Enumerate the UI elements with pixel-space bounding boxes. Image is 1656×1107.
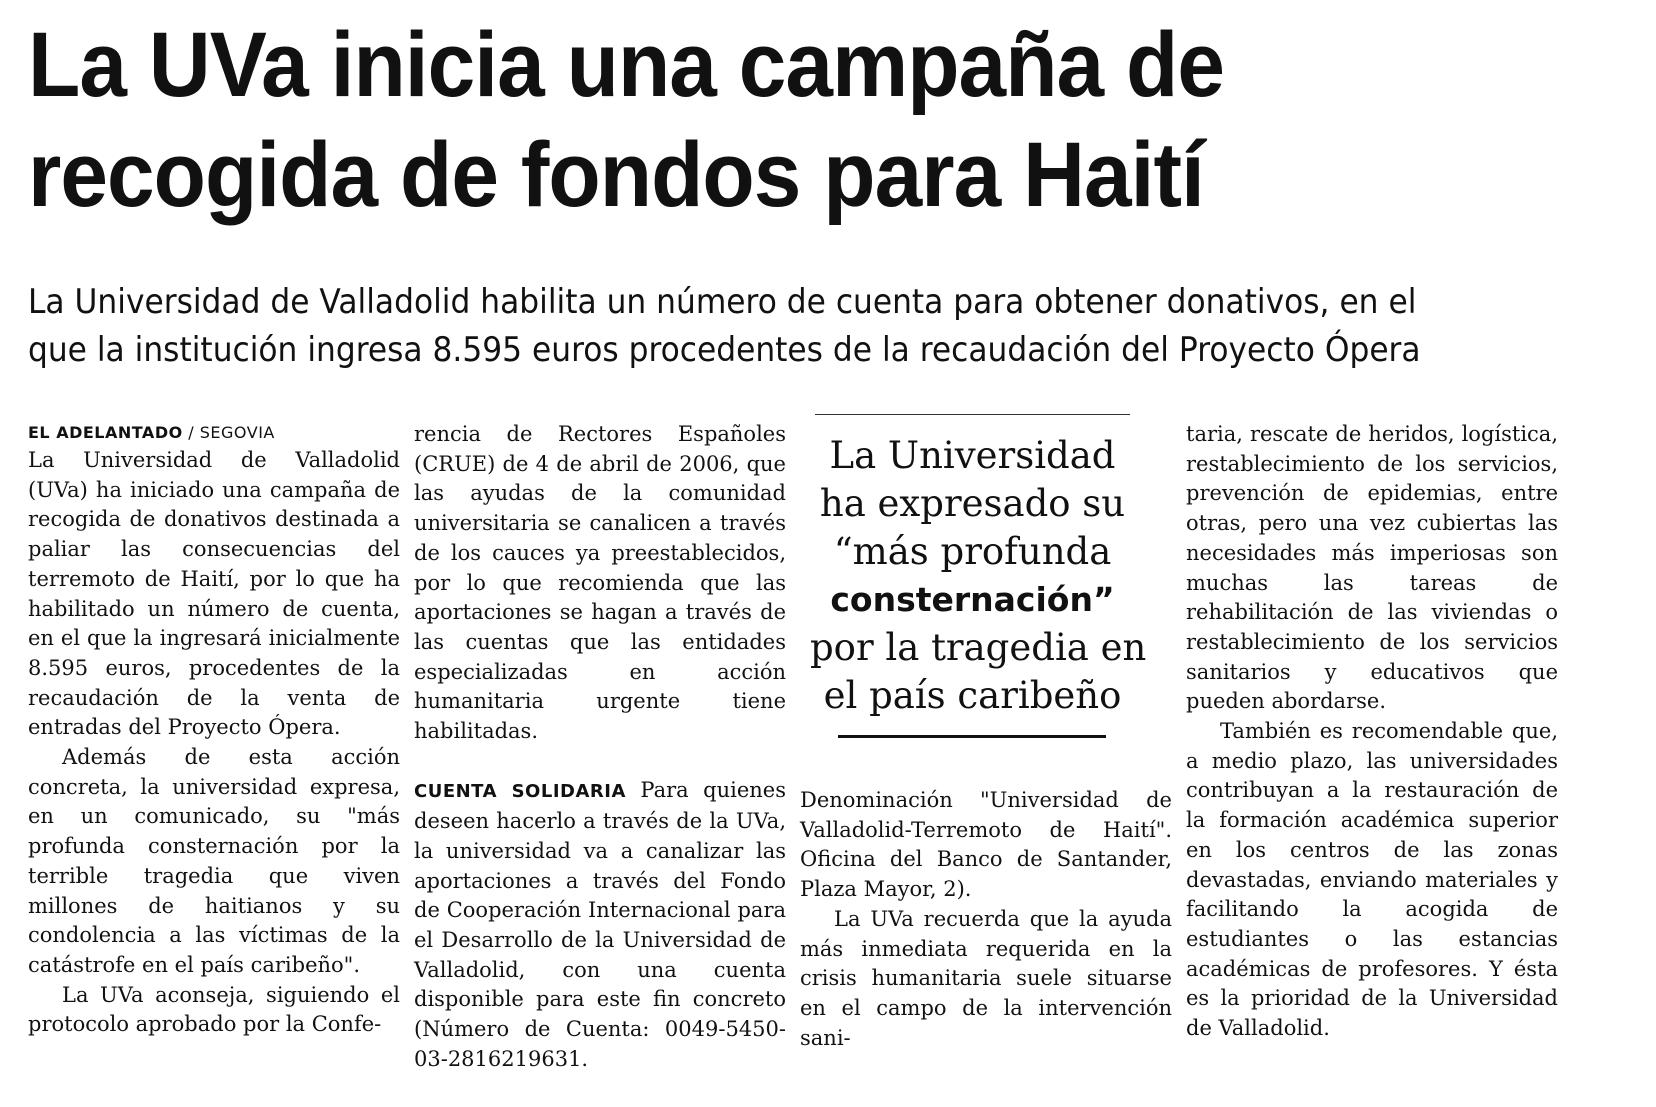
body-paragraph: También es recomendable que, a medio plazo, las universidades contribuyan a la restauración de la formación académica superior en los centros de las zonas devastadas, enviando materiales y facilitando la acogida de estudiantes o las estancias académicas de profesores. Y ésta es la prioridad de la Universidad de Valladolid. — [1186, 719, 1558, 1041]
pull-quote-line: La Universidad — [829, 434, 1116, 477]
column-2 — [414, 420, 786, 1074]
pull-quote-bottom-rule — [838, 735, 1106, 738]
body-paragraph: La UVa recuerda que la ayuda más inmediata requerida en la crisis humanitaria suele situarse en el campo de la intervención sani- — [800, 906, 1172, 1050]
pull-quote-line: el país caribeño — [823, 674, 1122, 717]
body-text: Para quienes deseen hacerlo a través de la UVa, la universidad va a canalizar las aportaciones a través del Fondo de Cooperación Internacional para el Desarrollo de la Universidad de Valladolid, con una cuenta disponible para este fin concreto (Número de Cuenta: 0049-5450-03-2816219631. — [414, 778, 786, 1071]
byline-source: EL ADELANTADO — [28, 423, 183, 442]
body-paragraph: La Universidad de Valladolid (UVa) ha iniciado una campaña de recogida de donativos destinada a paliar las consecuencias del terremoto de Haití, por lo que ha habilitado un número de cuenta, en el que la ingresará inicialmente 8.595 euros, procedentes de la recaudación de la venta de entradas del Proyecto Ópera. — [28, 448, 400, 740]
pull-quote-line: ha expresado su — [819, 482, 1126, 525]
body-paragraph: taria, rescate de heridos, logística, restablecimiento de los servicios, prevención de epidemias, entre otras, pero una vez cubiertas las necesidades más imperiosas son muchas las tareas de rehabilitación de las viviendas o restablecimiento de los servicios sanitarios y educativos que pueden abordarse. — [1186, 422, 1558, 714]
headline — [28, 10, 1497, 230]
subheadline-line: La Universidad de Valladolid habilita un número de cuenta para obtener donativos, en el — [28, 282, 1417, 322]
headline-line: La UVa inicia una campaña de — [28, 14, 1225, 116]
byline-separator: / — [182, 423, 200, 442]
section-lead-in: CUENTA SOLIDARIA — [414, 781, 626, 803]
byline-location: SEGOVIA — [199, 423, 275, 442]
pull-quote-line: por la tragedia en — [810, 626, 1147, 669]
pull-quote-top-rule — [815, 414, 1130, 415]
body-paragraph: rencia de Rectores Españoles (CRUE) de 4 de abril de 2006, que las ayudas de la comunidad universitaria se canalicen a través de los cauces ya preestablecidos, por lo que recomienda que las aportaciones se hagan a través de las cuentas que las entidades especializadas en acción humanitaria urgente tiene habilitadas. — [414, 422, 786, 744]
pull-quote-emphasis: consternación” — [830, 580, 1115, 619]
body-paragraph-with-lead — [414, 776, 786, 1074]
body-paragraph: La UVa aconseja, siguiendo el protocolo aprobado por la Confe- — [28, 982, 400, 1037]
body-paragraph: Denominación "Universidad de Valladolid-Terremoto de Haití". Oficina del Banco de Santander, Plaza Mayor, 2). — [800, 788, 1172, 902]
body-paragraph: Además de esta acción concreta, la universidad expresa, en un comunicado, su "más profunda consternación por la terrible tragedia que viven millones de haitianos y su condolencia a las víctimas de la catástrofe en el país caribeño". — [28, 745, 400, 977]
column-4 — [1186, 420, 1558, 1044]
pull-quote — [810, 432, 1147, 720]
pull-quote-line: “más profunda — [833, 530, 1112, 573]
column-3 — [800, 786, 1172, 1053]
headline-line: recogida de fondos para Haití — [28, 124, 1204, 226]
subheadline-line: que la institución ingresa 8.595 euros procedentes de la recaudación del Proyecto Ópera — [28, 330, 1421, 370]
byline — [28, 420, 400, 446]
subheadline — [28, 278, 1500, 374]
column-1 — [28, 420, 400, 1040]
